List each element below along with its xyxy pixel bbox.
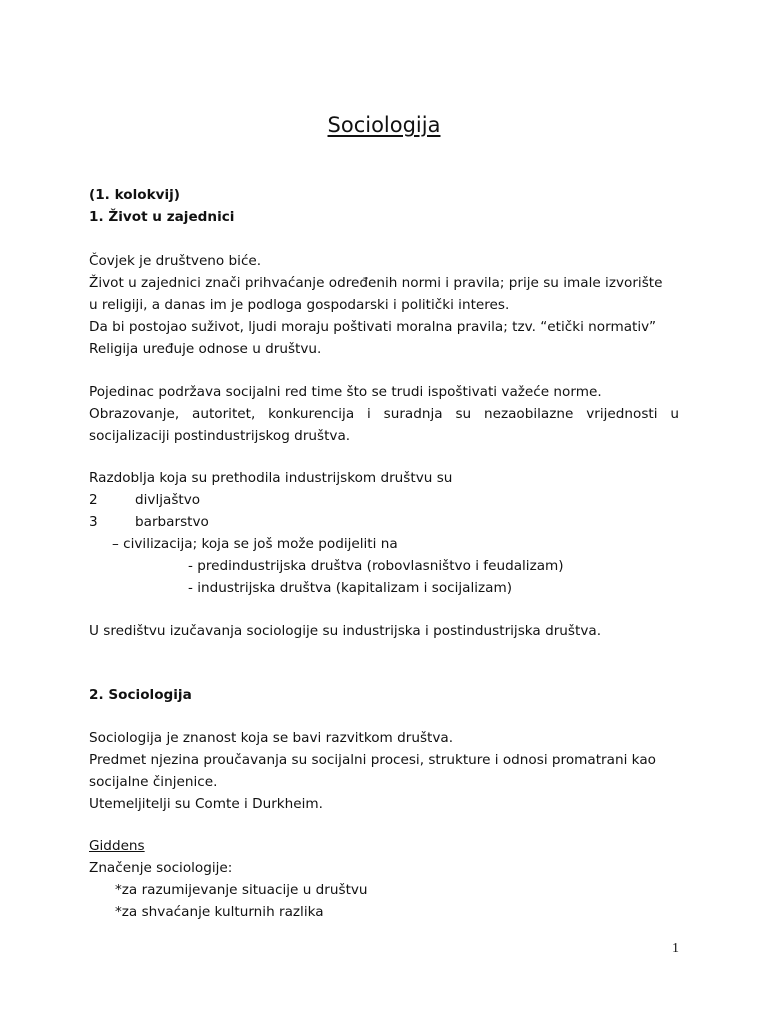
znacenje-label: Značenje sociologije: — [89, 860, 233, 876]
list-intro: Razdoblja koja su prethodila industrijskom društvu su — [89, 470, 453, 486]
paragraph-line: Čovjek je društveno biće. — [89, 253, 262, 269]
paragraph-line: Utemeljitelji su Comte i Durkheim. — [89, 796, 323, 812]
document-title: Sociologija — [327, 113, 441, 137]
list-item — [89, 489, 200, 511]
list-item-text: barbarstvo — [135, 514, 209, 530]
dash-list-item: – civilizacija; koja se još može podijeliti na — [112, 536, 398, 552]
paragraph-line: U središtvu izučavanja sociologije su industrijska i postindustrijska društva. — [89, 623, 602, 639]
list-item-number: 3 — [89, 514, 98, 530]
paragraph-line: Život u zajednici znači prihvaćanje određenih normi i pravila; prije su imale izvorište — [89, 275, 663, 291]
paragraph-line: Religija uređuje odnose u društvu. — [89, 341, 322, 357]
list-item-text: divljaštvo — [135, 492, 201, 508]
kolokvij-label: (1. kolokvij) — [89, 187, 181, 203]
paragraph-line: Da bi postojao suživot, ljudi moraju poštivati moralna pravila; tzv. “etički normativ” — [89, 319, 656, 335]
bullet-item: *za razumijevanje situacije u društvu — [115, 882, 368, 898]
paragraph-line: u religiji, a danas im je podloga gospodarski i politički interes. — [89, 297, 510, 313]
bullet-item: *za shvaćanje kulturnih razlika — [115, 904, 324, 920]
paragraph-line: Obrazovanje, autoritet, konkurencija i suradnja su nezaobilazne vrijednosti u — [89, 406, 679, 422]
paragraph-line: socijalne činjenice. — [89, 774, 218, 790]
paragraph-line: Sociologija je znanost koja se bavi razvitkom društva. — [89, 730, 454, 746]
sub-list-item: - predindustrijska društva (robovlasništvo i feudalizam) — [188, 558, 564, 574]
section-2-heading: 2. Sociologija — [89, 687, 192, 703]
list-item-number: 2 — [89, 492, 98, 508]
sub-list-item: - industrijska društva (kapitalizam i socijalizam) — [188, 580, 513, 596]
paragraph-line: Predmet njezina proučavanja su socijalni procesi, strukture i odnosi promatrani kao — [89, 752, 656, 768]
paragraph-line: Pojedinac podržava socijalni red time što se trudi ispoštivati važeće norme. — [89, 384, 602, 400]
page-number: 1 — [672, 941, 679, 956]
section-1-heading: 1. Život u zajednici — [89, 209, 235, 225]
giddens-heading: Giddens — [89, 838, 145, 854]
list-item — [89, 511, 209, 533]
paragraph-line: socijalizaciji postindustrijskog društva. — [89, 428, 351, 444]
